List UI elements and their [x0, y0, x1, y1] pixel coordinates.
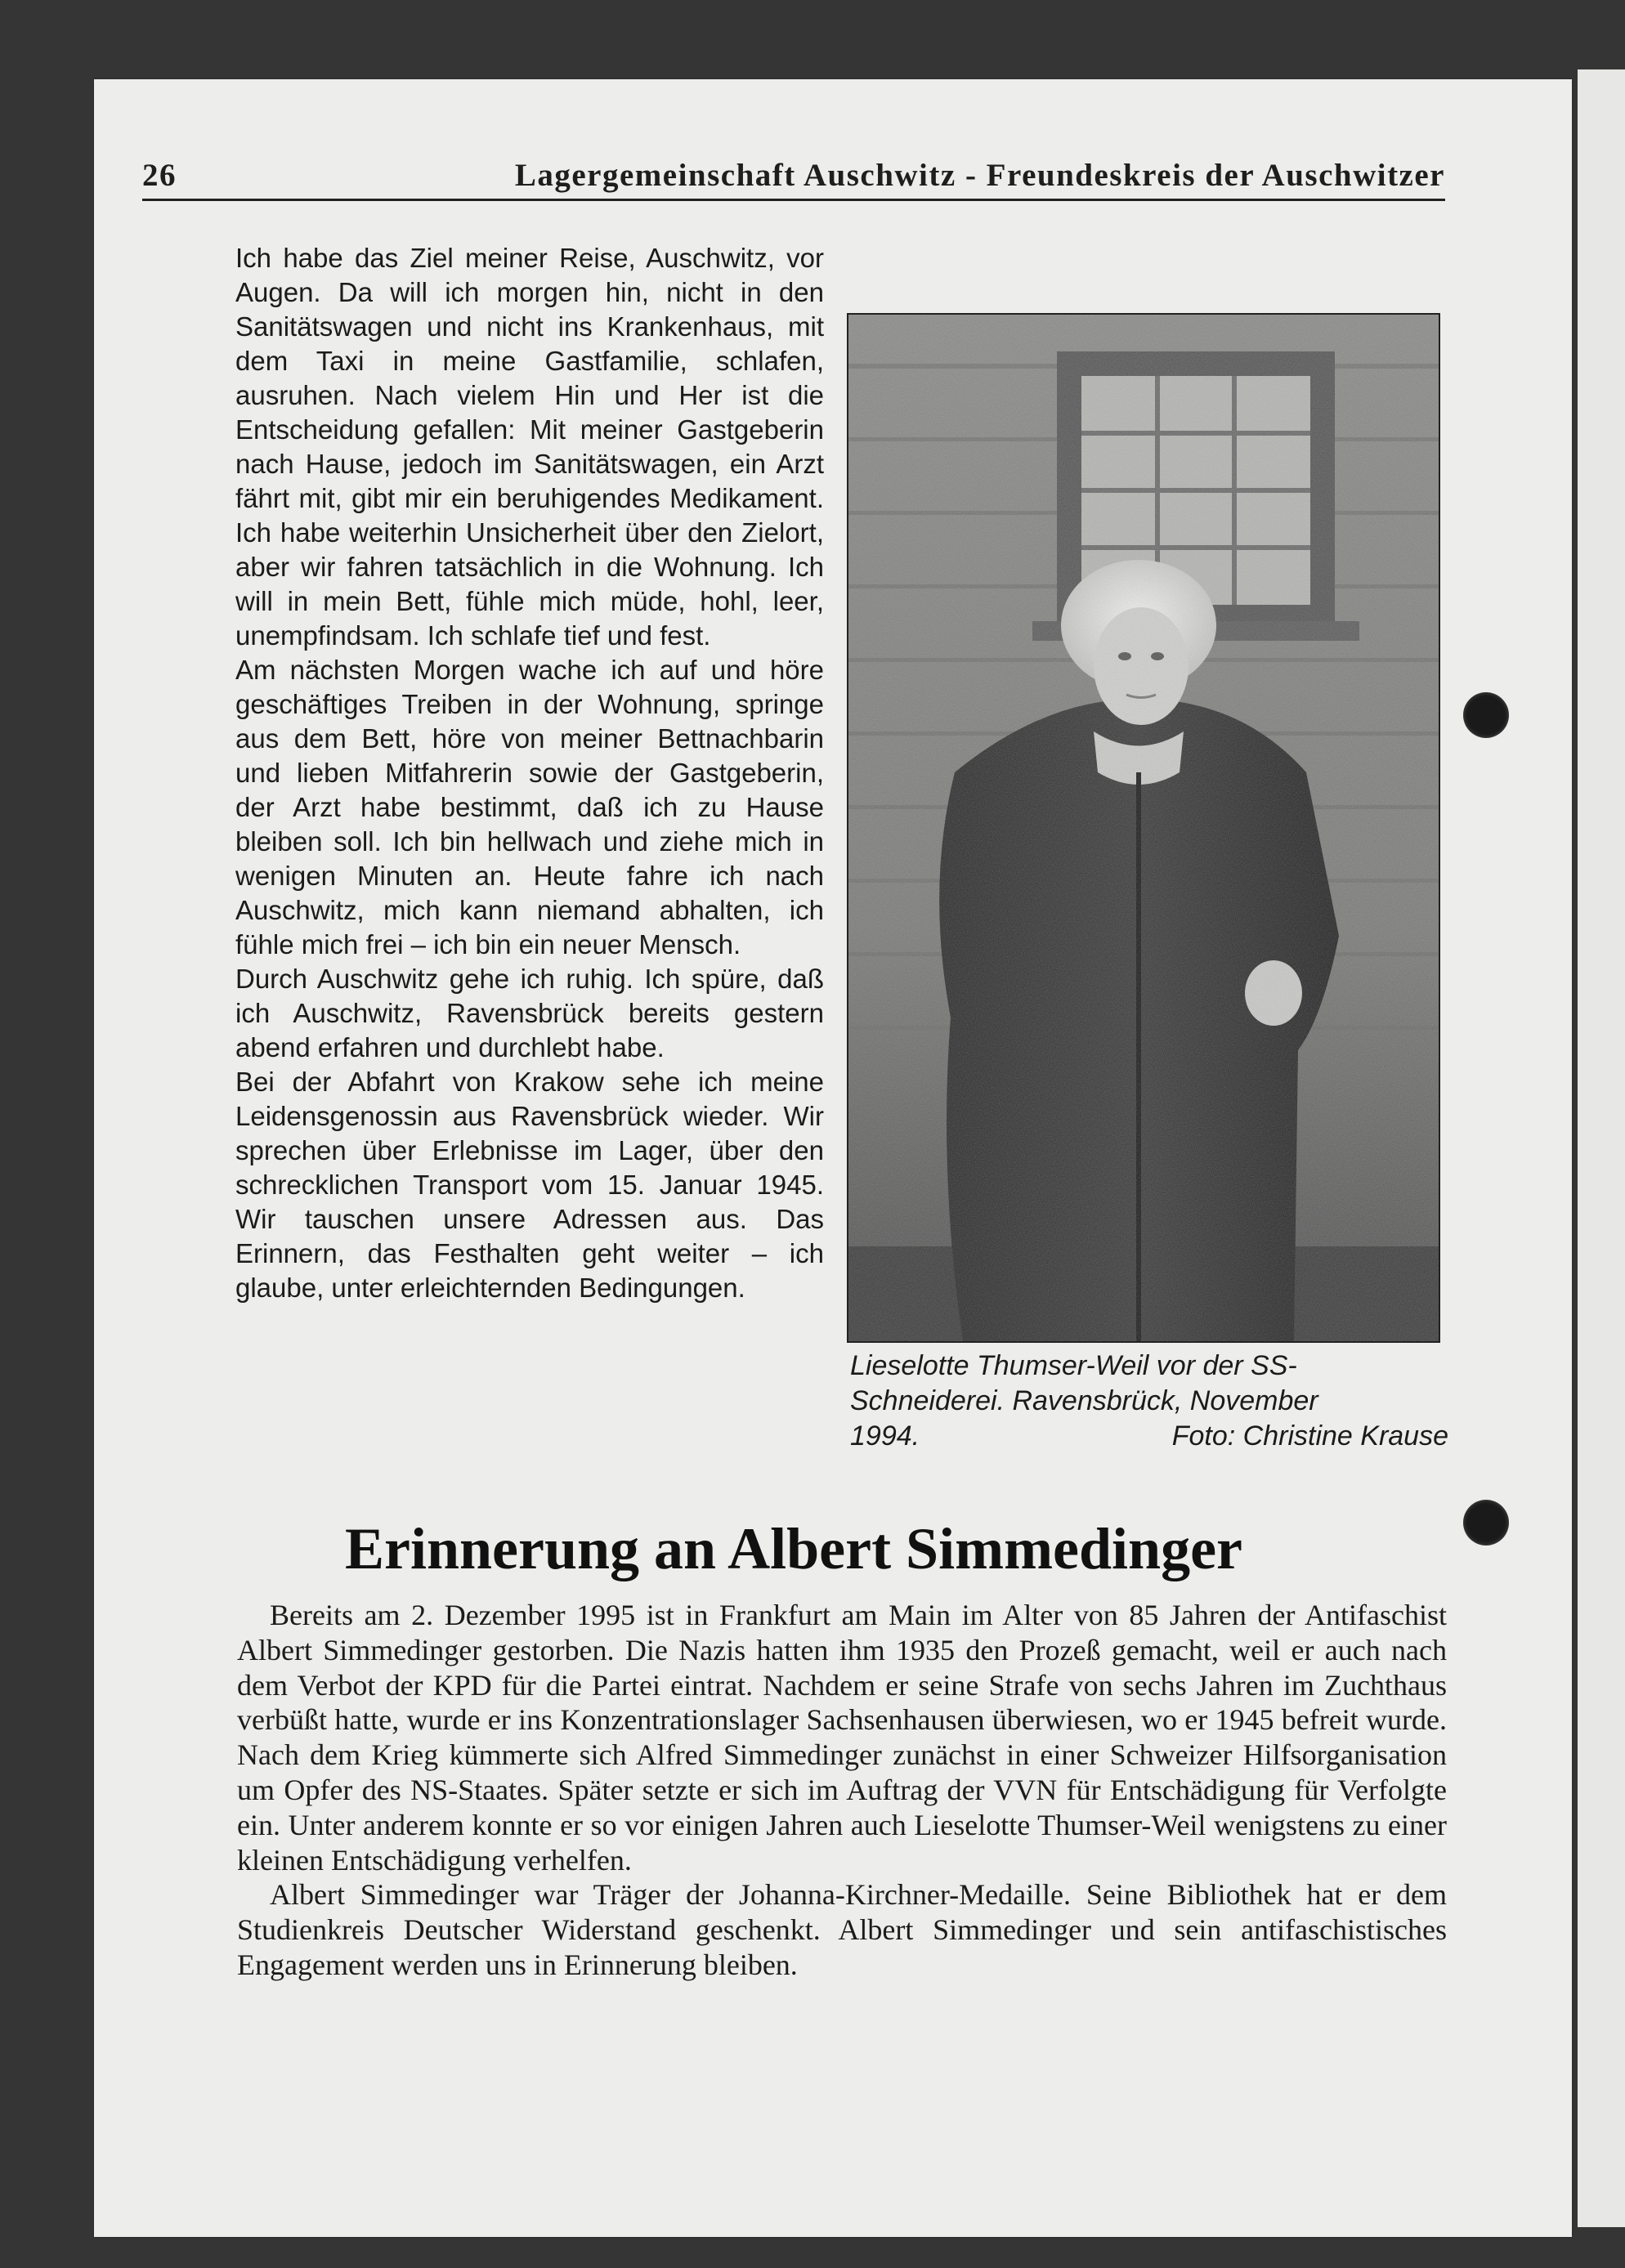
portrait-photo — [847, 313, 1440, 1343]
paragraph: Am nächsten Morgen wache ich auf und höre geschäftiges Treiben in der Wohnung, springe aus dem Bett, höre von meiner Bettnachbarin und lieben Mitfahrerin sowie der Gastgeberin, der Arzt habe bestimmt, daß ich zu Hause bleiben soll. Ich bin hellwach und ziehe mich in wenigen Minuten an. Heute fahre ich nach Auschwitz, mich kann niemand abhalten, ich fühle mich frei – ich bin ein neuer Mensch. — [235, 655, 824, 960]
punch-hole-lower — [1463, 1500, 1509, 1546]
paragraph: Ich habe das Ziel meiner Reise, Auschwitz, vor Augen. Da will ich morgen hin, nicht in den Sanitätswagen und nicht ins Krankenhaus, mit dem Taxi in meine Gastfamilie, schlafen, ausruhen. Nach vielem Hin und Her ist die Entscheidung gefallen: Mit meiner Gastgeberin nach Hause, jedoch im Sanitätswagen, ein Arzt fährt mit, gibt mir ein beruhigendes Medikament. Ich habe weiterhin Unsicherheit über den Zielort, aber wir fahren tatsächlich in die Wohnung. Ich will in mein Bett, fühle mich müde, hohl, leer, unempfindsam. Ich schlafe tief und fest. — [235, 243, 824, 651]
next-page-edge — [1578, 69, 1625, 2227]
caption-line — [850, 1419, 1448, 1454]
publication-title: Lagergemeinschaft Auschwitz - Freundeskreis der Auschwitzer — [514, 158, 1445, 193]
photo-caption — [850, 1349, 1448, 1454]
punch-hole-upper — [1463, 692, 1509, 738]
left-text-column — [235, 241, 824, 1305]
paragraph: Albert Simmedinger war Träger der Johanna-Kirchner-Medaille. Seine Bibliothek hat er dem Studienkreis Deutscher Widerstand geschenkt. Albert Simmedinger und sein antifaschistisches Engagement werden uns in Erinnerung bleiben. — [237, 1878, 1447, 1981]
photo-image — [848, 315, 1439, 1341]
page-header — [142, 150, 1445, 201]
paragraph: Bereits am 2. Dezember 1995 ist in Frankfurt am Main im Alter von 85 Jahren der Antifaschist Albert Simmedinger gestorben. Die Nazis hatten ihm 1935 den Prozeß gemacht, weil er auch nach dem Verbot der KPD für die Partei eintrat. Nachdem er seine Strafe von sechs Jahren im Zuchthaus verbüßt hatte, wurde er ins Konzentrationslager Sachsenhausen überwiesen, wo er 1945 befreit wurde. Nach dem Krieg kümmerte sich Alfred Simmedinger zunächst in einer Schweizer Hilfsorganisation um Opfer des NS-Staates. Später setzte er sich im Auftrag der VVN für Entschädigung für Verfolgte ein. Unter anderem konnte er so vor einigen Jahren auch Lieselotte Thumser-Weil wenigstens zu einer kleinen Entschädigung verhelfen. — [237, 1599, 1447, 1877]
paragraph: Bei der Abfahrt von Krakow sehe ich meine Leidensgenossin aus Ravensbrück wieder. Wir sprechen über Erlebnisse im Lager, über den schrecklichen Transport vom 15. Januar 1945. Wir tauschen unsere Adressen aus. Das Erinnern, das Festhalten geht weiter – ich glaube, unter erleichternden Bedingungen. — [235, 1067, 824, 1303]
caption-line: Lieselotte Thumser-Weil vor der SS- — [850, 1350, 1297, 1381]
page-number: 26 — [142, 158, 177, 193]
paragraph: Durch Auschwitz gehe ich ruhig. Ich spüre, daß ich Auschwitz, Ravensbrück bereits gestern abend erfahren und durchlebt habe. — [235, 964, 824, 1062]
photo-credit: Foto: Christine Krause — [1171, 1420, 1448, 1452]
caption-line: Schneiderei. Ravensbrück, November — [850, 1385, 1318, 1416]
article-title: Erinnerung an Albert Simmedinger — [344, 1516, 1243, 1581]
article-body — [237, 1598, 1447, 1983]
caption-date: 1994. — [850, 1420, 920, 1452]
